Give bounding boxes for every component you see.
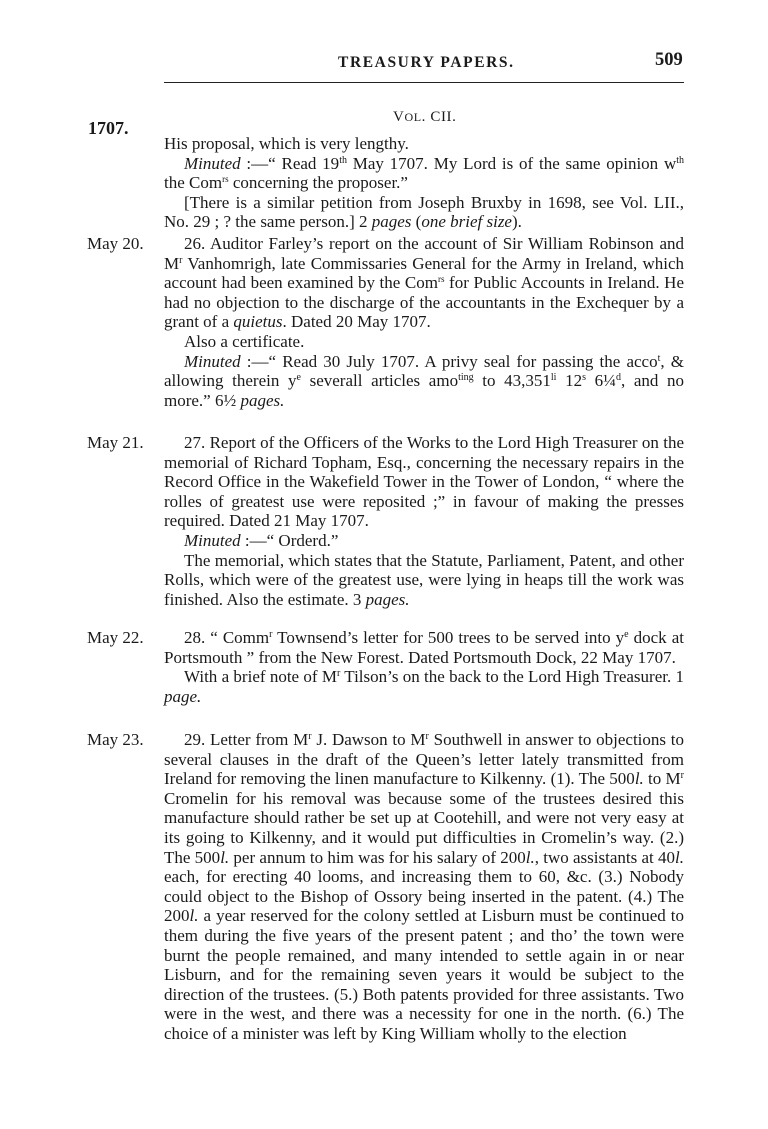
entry-28 [164,628,684,706]
entry-date: May 21. [87,433,144,452]
entry-paragraph: The memorial, which states that the Statute, Parliament, Patent, and other Rolls, which were of the greatest use, were lying in heaps till the work was finished. Also the estimate. 3 pages. [164,550,684,609]
margin-year: 1707. [88,118,129,138]
note-paragraph: [There is a similar petition from Joseph Bruxby in 1698, see Vol. LII., No. 29 ; ? the same person.] 2 pages (one brief size). [164,192,684,232]
entry-paragraph: 26. Auditor Farley’s report on the account of Sir William Robinson and $M^r$ Vanhomrigh, late Commissaries General for the Army in Ireland, which account had been examined by the Com$^{rs}$ for Public Accounts in Ireland. He had no objection to the discharge of the accountants in the Exchequer by a grant of a quietus. Dated 20 May 1707. [164,234,684,332]
entry-paragraph: With a brief note of $M^r$ Tilson’s on the back to the Lord High Treasurer. 1 page. [164,667,684,706]
entry-date: May 22. [87,628,144,647]
minute-paragraph: Minuted :—“ Read 19th May 1707. My Lord is of the same opinion $w^{th}$ the Com$^{rs}$ concerning the proposer.” [164,153,684,193]
entry-continuation [164,134,684,232]
entry-paragraph: 27. Report of the Officers of the Works to the Lord High Treasurer on the memorial of Richard Topham, Esq., concerning the necessary repairs in the Record Office in the Wakefield Tower in the Tower of London, “ where the rolles of greatest use were reposited ;” in favour of making the presses required. Dated 21 May 1707. [164,433,684,531]
entry-date: May 23. [87,730,144,749]
minute-paragraph: Minuted :—“ Orderd.” [184,530,339,550]
entry-paragraph: His proposal, which is very lengthy. [164,134,409,153]
entry-date: May 20. [87,234,144,253]
header-rule [164,82,684,83]
page-header [0,50,768,80]
running-title: TREASURY PAPERS. [338,54,515,71]
entry-26 [164,234,684,410]
entry-paragraph: 29. Letter from $M^r$ J. Dawson to $M^r$ Southwell in answer to objections to several clauses in the draft of the Queen’s letter lately transmitted from Ireland for removing the linen manufacture to Kilkenny. (1). The 500l. to $M^r$ Cromelin for his removal was because some of the trustees desired this manufacture should rather be set up at Cootehill, and were not very easy at its going to Kilkenny, and it would put difficulties in Cromelin’s way. (2.) The 500l. per annum to him was for his salary of 200l., two assistants at 40l. each, for erecting 40 looms, and increasing them to 60, &c. (3.) Nobody could object to the Bishop of Ossory being inserted in the patent. (4.) The 200l. a year reserved for the colony settled at Lisburn must be continued to them during the five years of the present patent ; and tho’ the town were burnt the people remained, and many intended to settle again in or near Lisburn, and for the remaining seven years it would be subject to the direction of the trustees. (5.) Both patents provided for three assistants. Two were in the west, and there was a necessity for one in the north. (6.) The choice of a minister was left by King William wholly to the election [164,730,685,1043]
entry-paragraph: Also a certificate. [184,331,305,351]
minute-paragraph: Minuted :—“ Read 30 July 1707. A privy seal for passing the acco$^t$, & allowing therein $y^e$ severall articles amo$^{ting}$ to $43,351^{li}$ 12$^s$ 6¼$^d$, and no more.” 6½ pages. [164,351,685,410]
page-number: 509 [655,50,683,70]
entry-29 [164,730,684,1044]
volume-heading: VOL. CII. [393,109,457,125]
entry-27 [164,433,684,609]
entry-paragraph: 28. “ Comm$^r$ Townsend’s letter for 500 trees to be served into $y^e$ dock at Portsmouth ” from the New Forest. Dated Portsmouth Dock, 22 May 1707. [164,628,684,667]
